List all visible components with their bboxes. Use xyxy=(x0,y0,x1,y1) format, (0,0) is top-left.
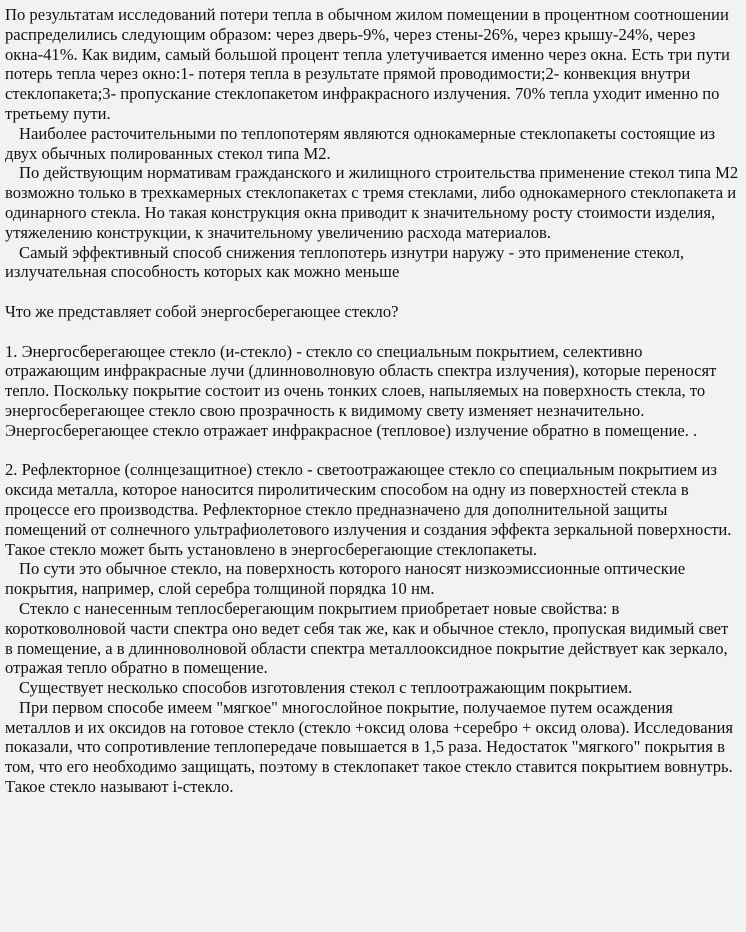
paragraph-coating-properties: Стекло с нанесенным теплосберегающим покрытием приобретает новые свойства: в коротковолновой части спектра оно ведет себя так же, как и обычное стекло, пропуская видимый свет в помещение, а в длинноволновой области спектра металлооксидное покрытие действует как зеркало, отражая тепло обратно в помещение. xyxy=(5,598,729,678)
paragraph-energy-saving-glass: 1. Энергосберегающее стекло (и-стекло) - стекло со специальным покрытием, селективно отражающим инфракрасные лучи (длинноволновую область спектра излучения), которые переносят тепло. Поскольку покрытие состоит из очень тонких слоев, напыляемых на поверхность стекла, то энергосберегающее стекло свою прозрачность к видимому свету изменяет незначительно. Энергосберегающее стекло отражает инфракрасное (тепловое) излучение обратно в помещение. . xyxy=(5,341,717,440)
paragraph-building-norms: По действующим нормативам гражданского и жилищного строительства применение стекол типа М2 возможно только в трехкамерных стеклопакетах с тремя стеклами, либо однокамерного стеклопакета и одинарного стекла. Но такая конструкция окна приводит к значительному росту стоимости изделия, утяжелению конструкции, к значительному увеличению расхода материалов. xyxy=(5,163,739,242)
paragraph-single-chamber: Наиболее расточительными по теплопотерям являются однокамерные стеклопакеты состоящие из двух обычных полированных стекол типа М2. xyxy=(5,123,716,163)
paragraph-low-emission-coating: По сути это обычное стекло, на поверхность которого наносят низкоэмиссионные оптические покрытия, например, слой серебра толщиной порядка 10 нм. xyxy=(5,559,686,599)
paragraph-reflective-glass: 2. Рефлекторное (солнцезащитное) стекло - светоотражающее стекло со специальным покрытием из оксида металла, которое наносится пиролитическим способом на одну из поверхностей стекла в процессе его производства. Рефлекторное стекло предназначено для дополнительной защиты помещений от солнечного ультрафиолетового излучения и создания эффекта зеркальной поверхности. Такое стекло может быть установлено в энергосберегающие стеклопакеты. xyxy=(5,460,732,559)
blank-line xyxy=(5,322,740,342)
paragraph-question: Что же представляет собой энергосберегающее стекло? xyxy=(5,301,399,321)
paragraph-soft-coating: При первом способе имеем "мягкое" многослойное покрытие, получаемое путем осаждения металлов и их оксидов на готовое стекло (стекло +оксид олова +серебро + оксид олова). Исследования показали, что сопротивление теплопередаче повышается в 1,5 раза. Недостаток "мягкого" покрытия в том, что его необходимо защищать, поэтому в стеклопакет такое стекло ставится покрытием вовнутрь. Такое стекло называют i-стекло. xyxy=(5,697,734,797)
blank-line xyxy=(5,282,740,302)
paragraph-effective-method: Самый эффективный способ снижения теплопотерь изнутри наружу - это применение стекол, излучательная способность которых как можно меньше xyxy=(5,242,685,282)
paragraph-heat-loss-stats: По результатам исследований потери тепла в обычном жилом помещении в процентном соотношении распределились следующим образом: через дверь-9%, через стены-26%, через крышу-24%, через окна-41%. Как видим, самый большой процент тепла улетучивается именно через окна. Есть три пути потерь тепла через окно:1- потеря тепла в результате прямой проводимости;2- конвекция внутри стеклопакета;3- пропускание стеклопакетом инфракрасного излучения. 70% тепла уходит именно по третьему пути. xyxy=(5,5,730,123)
paragraph-manufacturing-methods: Существует несколько способов изготовления стекол с теплоотражающим покрытием. xyxy=(19,678,633,698)
blank-line xyxy=(5,441,740,461)
